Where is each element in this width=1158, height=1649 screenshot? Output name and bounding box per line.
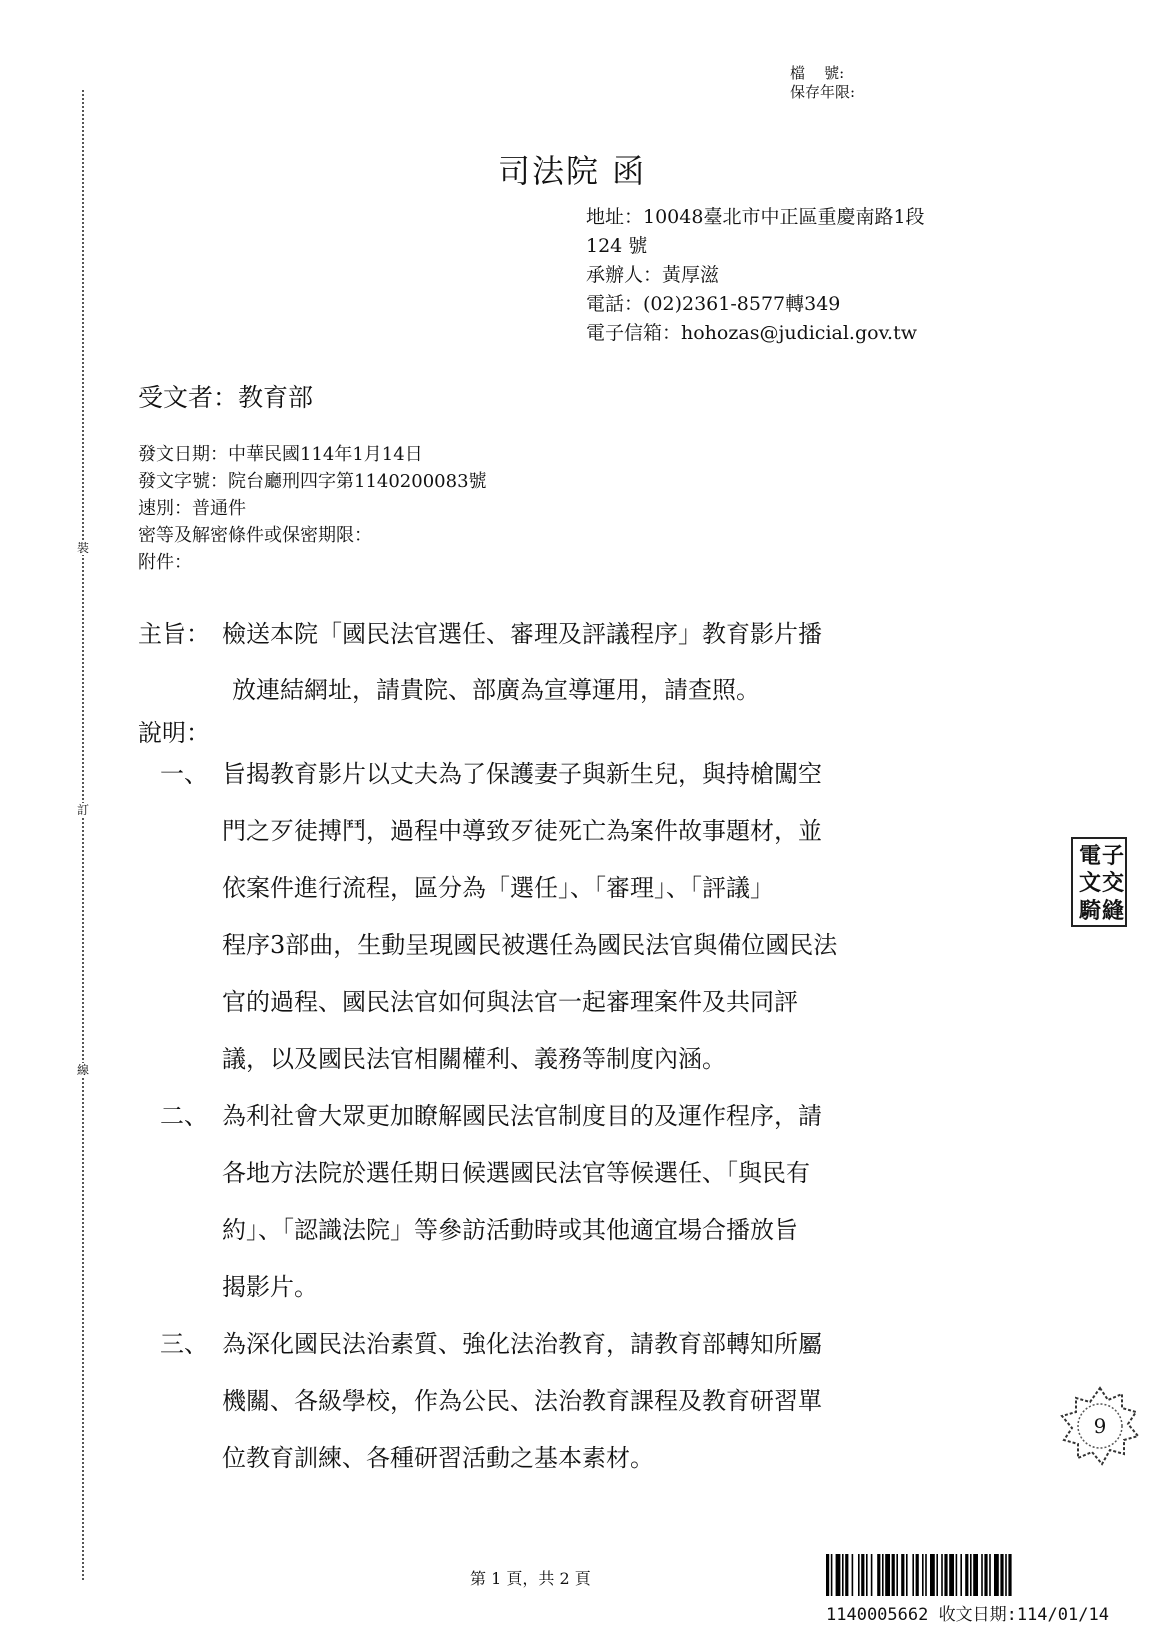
item-line: 旨揭教育影片以丈夫為了保護妻子與新生兒，與持槍闖空 xyxy=(222,760,822,788)
barcode-bar xyxy=(852,1554,854,1596)
subject-line-2: 放連結網址，請貴院、部廣為宣導運用，請查照。 xyxy=(232,676,760,704)
stamp-char: 縫 xyxy=(1102,897,1125,924)
barcode-bar xyxy=(877,1554,880,1596)
barcode-bar xyxy=(1000,1554,1003,1596)
barcode-bar xyxy=(826,1554,829,1596)
barcode-bar xyxy=(836,1554,841,1596)
barcode-bar xyxy=(960,1554,962,1596)
barcode-bar xyxy=(984,1554,987,1596)
barcode-bar xyxy=(944,1554,947,1596)
barcode-bar xyxy=(936,1554,938,1596)
barcode-bar xyxy=(956,1554,958,1596)
document-title: 司法院 函 xyxy=(498,152,647,190)
barcode-bar xyxy=(866,1554,868,1596)
barcode-bar xyxy=(882,1554,884,1596)
barcode-bar xyxy=(1005,1554,1007,1596)
item-line: 程序3部曲，生動呈現國民被選任為國民法官與備位國民法 xyxy=(222,931,838,959)
binding-mark-top: 裝 xyxy=(73,541,93,555)
subject-line-1: 檢送本院「國民法官選任、審理及評議程序」教育影片播 xyxy=(222,620,822,648)
barcode-bar xyxy=(973,1554,978,1596)
item-line: 為深化國民法治素質、強化法治教育，請教育部轉知所屬 xyxy=(222,1330,822,1358)
page-number: 第 1 頁，共 2 頁 xyxy=(470,1569,591,1588)
item-number: 三、 xyxy=(160,1330,208,1358)
item-line: 約」、「認識法院」等參訪活動時或其他適宜場合播放旨 xyxy=(222,1216,798,1244)
barcode-bar xyxy=(989,1554,991,1596)
item-line: 揭影片。 xyxy=(222,1273,318,1301)
subject-label: 主旨： xyxy=(138,620,210,648)
barcode-bar xyxy=(994,1554,999,1596)
file-number-label: 檔 號: xyxy=(790,64,845,82)
barcode-bar xyxy=(916,1554,919,1596)
item-line: 位教育訓練、各種研習活動之基本素材。 xyxy=(222,1444,654,1472)
stamp-char: 子 xyxy=(1102,843,1125,869)
item-number: 一、 xyxy=(160,760,208,788)
binding-mark-bottom: 線 xyxy=(73,1063,93,1077)
barcode-bar xyxy=(912,1554,914,1596)
barcode-bar xyxy=(871,1554,873,1596)
binding-mark-middle: 訂 xyxy=(73,803,93,817)
barcode-bar xyxy=(842,1554,844,1596)
item-line: 官的過程、國民法官如何與法官一起審理案件及共同評 xyxy=(222,988,798,1016)
handler: 承辦人：黃厚滋 xyxy=(586,264,720,286)
file-info xyxy=(790,64,855,102)
phone: 電話：(02)2361-8577轉349 xyxy=(586,293,841,315)
attachment: 附件： xyxy=(138,552,192,573)
explanation-label: 說明： xyxy=(138,719,210,747)
barcode-bar xyxy=(901,1554,904,1596)
barcode-bar xyxy=(930,1554,935,1596)
item-line: 依案件進行流程，區分為「選任」、「審理」、「評議」 xyxy=(222,874,774,902)
speed-class: 速別：普通件 xyxy=(138,498,246,519)
electronic-document-stamp xyxy=(1071,837,1127,927)
barcode-bar xyxy=(941,1554,943,1596)
barcode-bar xyxy=(892,1554,895,1596)
document-number: 發文字號：院台廳刑四字第1140200083號 xyxy=(138,471,487,492)
barcode-bar xyxy=(949,1554,954,1596)
barcode-bar xyxy=(981,1554,983,1596)
barcode-bar xyxy=(885,1554,890,1596)
barcode-bar xyxy=(845,1554,848,1596)
barcode-bar xyxy=(831,1554,833,1596)
item-line: 議，以及國民法官相關權利、義務等制度內涵。 xyxy=(222,1045,726,1073)
stamp-char: 交 xyxy=(1102,870,1125,897)
secrecy-level: 密等及解密條件或保密期限： xyxy=(138,525,372,546)
barcode-bar xyxy=(906,1554,908,1596)
barcode-bar xyxy=(861,1554,864,1596)
page-seal-icon xyxy=(1060,1386,1140,1466)
barcode-bar xyxy=(896,1554,898,1596)
stamp-char: 騎 xyxy=(1079,897,1102,924)
item-line: 門之歹徒搏鬥，過程中導致歹徒死亡為案件故事題材，並 xyxy=(222,817,822,845)
recipient: 受文者：教育部 xyxy=(138,383,314,412)
item-line: 機關、各級學校，作為公民、法治教育課程及教育研習單 xyxy=(222,1387,822,1415)
item-line: 為利社會大眾更加瞭解國民法官制度目的及運作程序，請 xyxy=(222,1102,822,1130)
barcode-bar xyxy=(965,1554,968,1596)
barcode-bar xyxy=(970,1554,972,1596)
address-line-1: 地址：10048臺北市中正區重慶南路1段 xyxy=(586,206,925,228)
item-line: 各地方法院於選任期日候選國民法官等候選任、「與民有 xyxy=(222,1159,810,1187)
barcode-bar xyxy=(925,1554,927,1596)
contact-block xyxy=(586,203,925,348)
issue-date: 發文日期：中華民國114年1月14日 xyxy=(138,444,423,465)
stamp-char: 電 xyxy=(1079,843,1102,869)
email: 電子信箱：hohozas@judicial.gov.tw xyxy=(586,322,917,344)
seal-number: 9 xyxy=(1093,1414,1107,1438)
meta-block xyxy=(138,441,487,576)
binding-dotted-line xyxy=(82,90,84,1580)
retention-label: 保存年限: xyxy=(790,83,856,101)
stamp-char: 文 xyxy=(1079,870,1102,897)
receipt-number: 1140005662 收文日期:114/01/14 xyxy=(826,1605,1109,1625)
barcode-bar xyxy=(858,1554,860,1596)
barcode xyxy=(826,1554,1106,1596)
barcode-bar xyxy=(1008,1554,1011,1596)
address-line-2: 124 號 xyxy=(586,235,648,257)
barcode-bar xyxy=(922,1554,924,1596)
item-number: 二、 xyxy=(160,1102,208,1130)
